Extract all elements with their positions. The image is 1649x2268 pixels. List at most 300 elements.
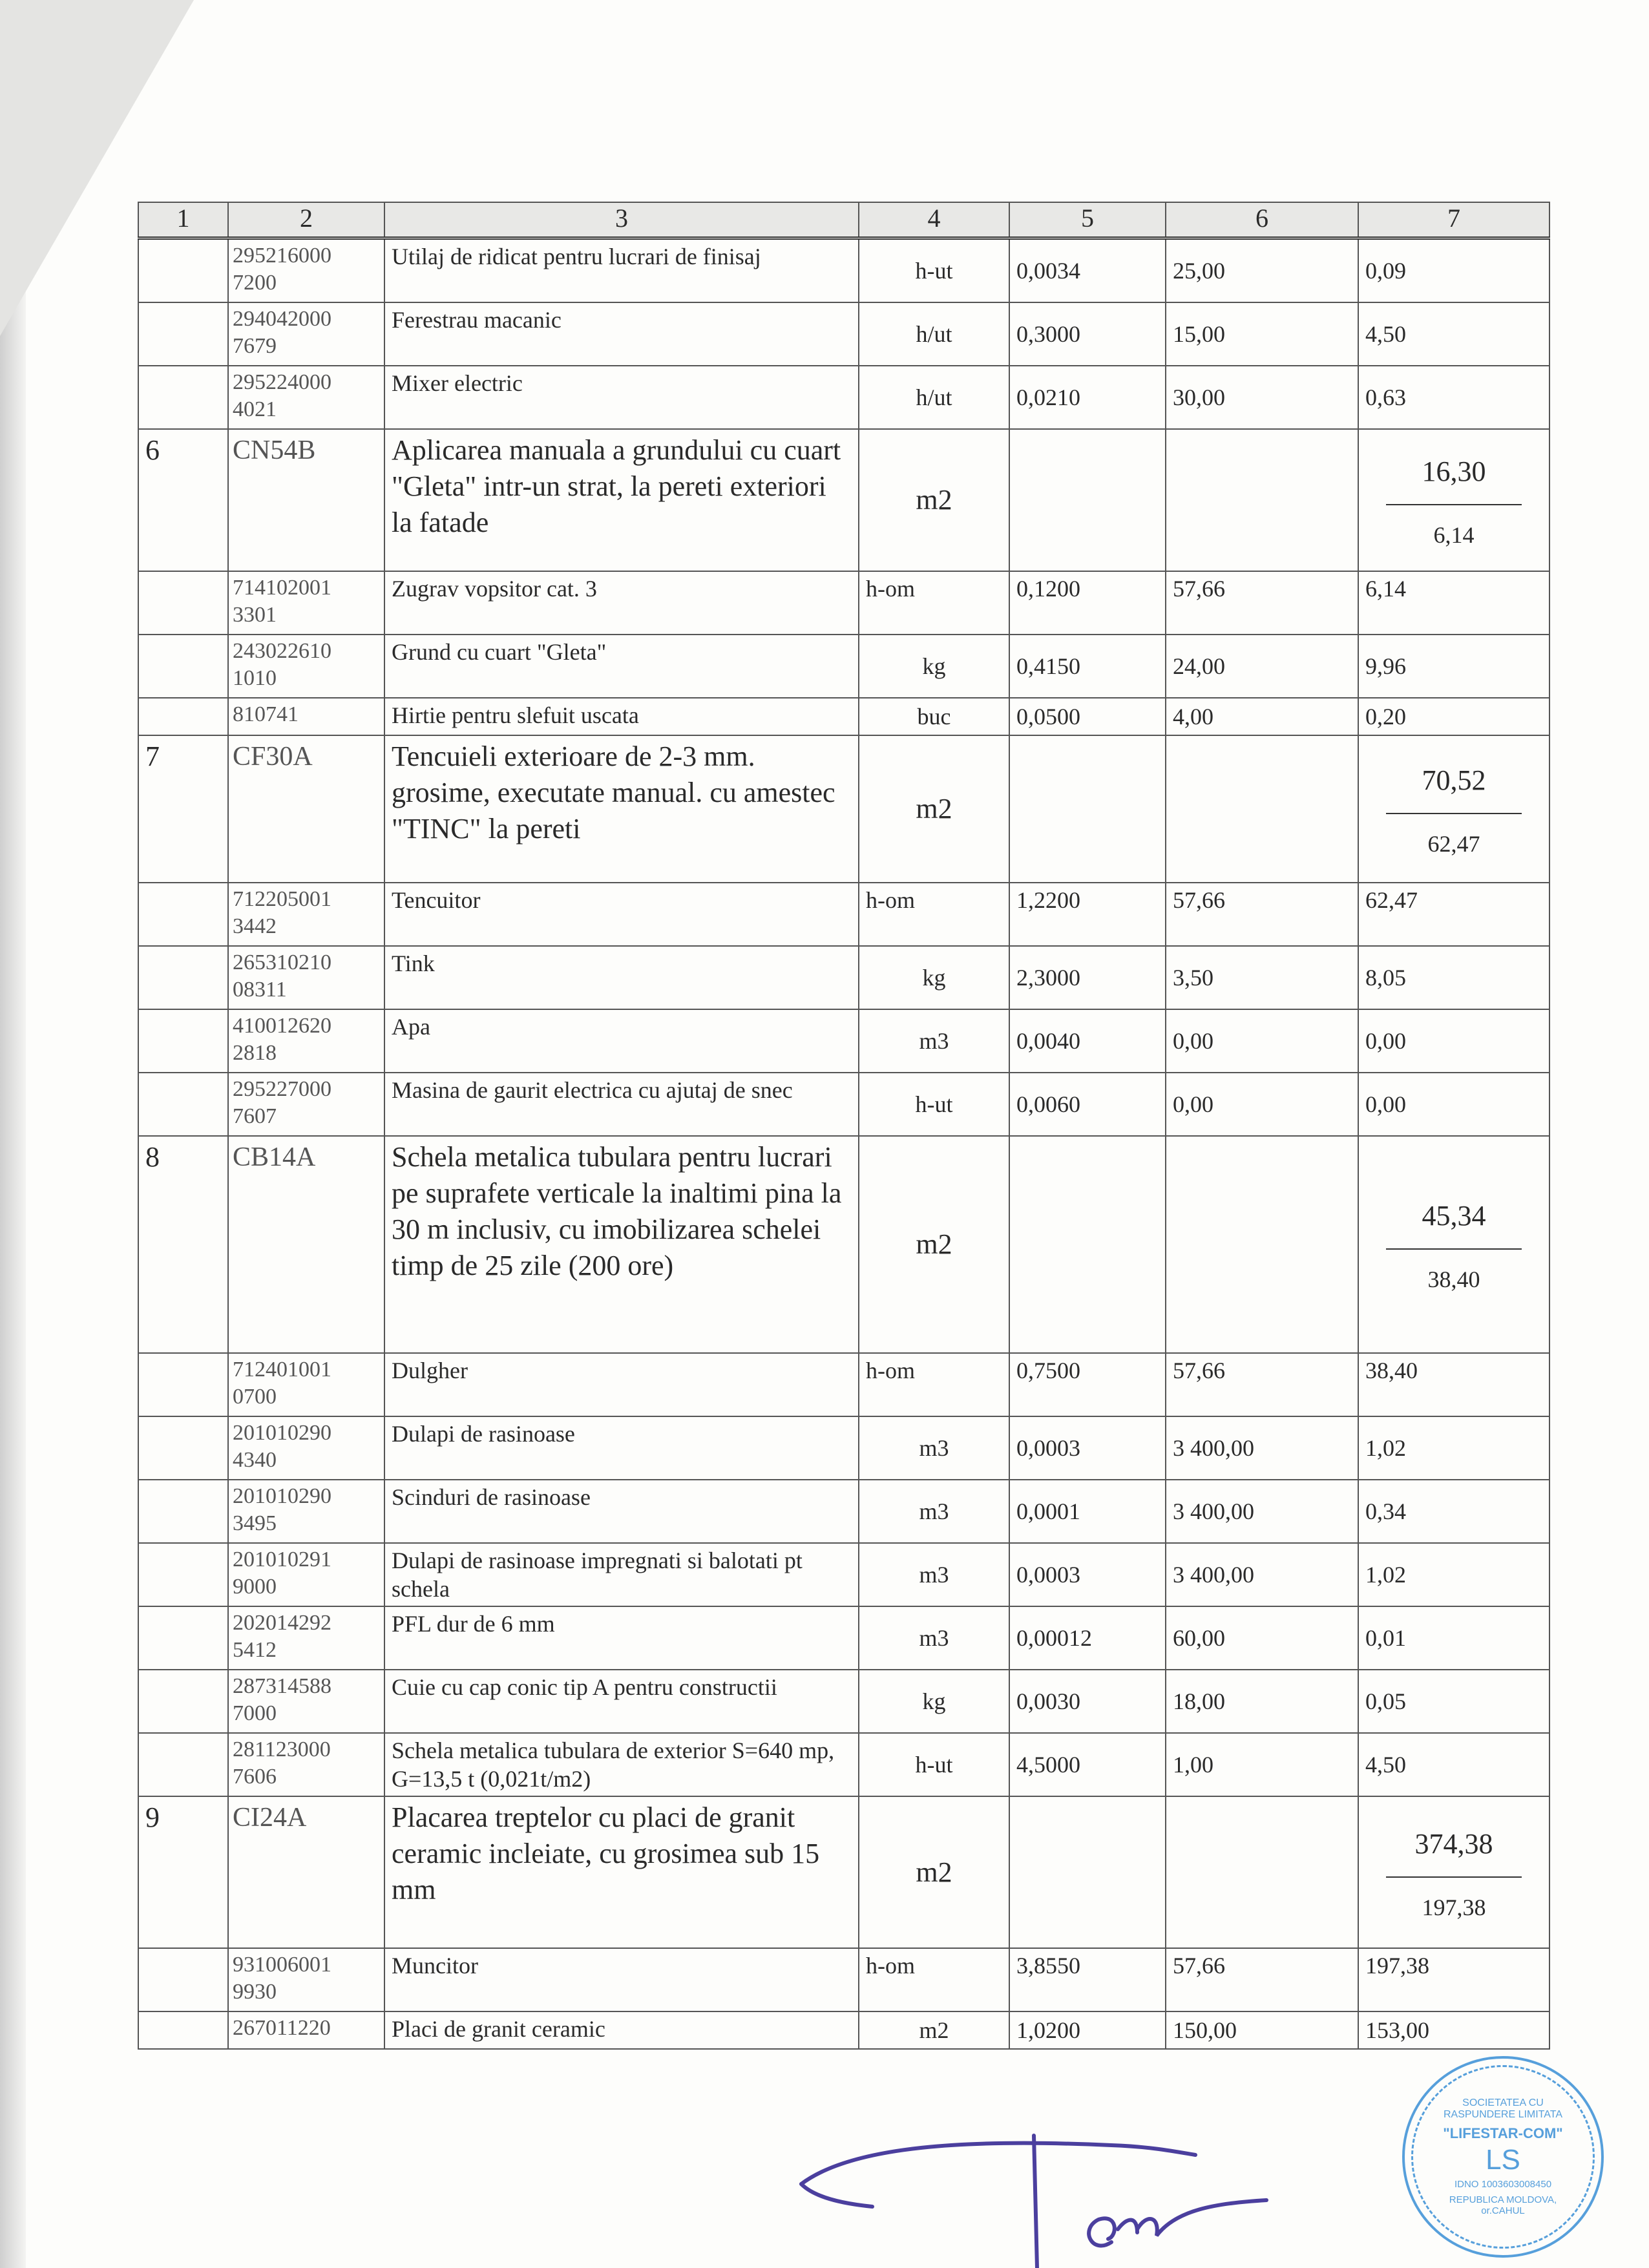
col-header: 3 xyxy=(384,202,859,238)
quantity-value: 3,8550 xyxy=(1016,1953,1080,1979)
resource-code xyxy=(228,1733,384,1796)
col-header: 2 xyxy=(228,202,384,238)
unit-price-value: 57,66 xyxy=(1173,1358,1225,1383)
quantity xyxy=(1009,1353,1166,1416)
norm-code-text: CF30A xyxy=(233,742,313,772)
unit-price xyxy=(1166,571,1358,635)
resource-code-line: 9930 xyxy=(233,1980,277,2004)
amount-value: 0,34 xyxy=(1365,1498,1406,1524)
resource-description xyxy=(384,1606,859,1670)
resource-code-line: 2818 xyxy=(233,1041,277,1065)
empty-cell xyxy=(138,946,228,1009)
quantity-value: 0,0001 xyxy=(1016,1498,1080,1524)
empty-cell xyxy=(138,635,228,698)
unit-price xyxy=(1166,1480,1358,1543)
quantity-value: 0,0210 xyxy=(1016,384,1080,410)
unit xyxy=(859,2011,1009,2049)
col-header: 5 xyxy=(1009,202,1166,238)
empty-cell xyxy=(138,1353,228,1416)
unit-price-value: 0,00 xyxy=(1173,1091,1213,1117)
amount xyxy=(1358,1670,1549,1733)
unit-price-value: 60,00 xyxy=(1173,1625,1225,1651)
resource-code-line: 7679 xyxy=(233,334,277,358)
unit-price-value: 25,00 xyxy=(1173,258,1225,284)
handwritten-signature xyxy=(775,2106,1357,2268)
resource-code-line: 08311 xyxy=(233,978,287,1002)
estimate-table xyxy=(138,202,1550,2050)
quantity xyxy=(1009,1606,1166,1670)
resource-description xyxy=(384,1670,859,1733)
amount-value: 4,50 xyxy=(1365,1752,1406,1778)
quantity xyxy=(1009,698,1166,735)
stamp-company-name: "LIFESTAR-COM" xyxy=(1443,2125,1563,2141)
amount xyxy=(1358,1733,1549,1796)
unit-text: kg xyxy=(922,965,946,991)
unit-price xyxy=(1166,1948,1358,2011)
unit xyxy=(859,302,1009,366)
empty-cell xyxy=(138,1733,228,1796)
unit-text: kg xyxy=(922,653,946,679)
unit xyxy=(859,1670,1009,1733)
resource-code xyxy=(228,1670,384,1733)
quantity-value: 0,4150 xyxy=(1016,653,1080,679)
unit-text: kg xyxy=(922,1688,946,1714)
resource-code-line: 295216000 xyxy=(233,244,331,268)
amount xyxy=(1358,302,1549,366)
col-header: 4 xyxy=(859,202,1009,238)
column-number-header xyxy=(138,202,1549,238)
unit-price-value: 57,66 xyxy=(1173,887,1225,913)
quantity xyxy=(1009,635,1166,698)
empty-cell xyxy=(1166,429,1358,571)
resource-row xyxy=(138,1480,1549,1543)
resource-code-line: 712401001 xyxy=(233,1358,331,1381)
unit-price xyxy=(1166,1733,1358,1796)
norm-code xyxy=(228,1136,384,1353)
resource-row xyxy=(138,1009,1549,1073)
resource-row xyxy=(138,1733,1549,1796)
work-description xyxy=(384,429,859,571)
unit-price-value: 15,00 xyxy=(1173,321,1225,347)
unit-text: m2 xyxy=(919,2017,949,2043)
empty-cell xyxy=(1009,1796,1166,1948)
unit-text: h/ut xyxy=(916,384,952,410)
empty-cell xyxy=(138,1606,228,1670)
item-number xyxy=(138,1136,228,1353)
resource-row xyxy=(138,1543,1549,1606)
resource-code xyxy=(228,1948,384,2011)
work-description xyxy=(384,735,859,883)
resource-code-line: 265310210 xyxy=(233,950,331,974)
resource-description-text: Ferestrau macanic xyxy=(392,307,562,333)
unit xyxy=(859,698,1009,735)
unit-text: m3 xyxy=(919,1028,949,1054)
resource-description-text: Dulgher xyxy=(392,1358,468,1383)
unit-price xyxy=(1166,1670,1358,1733)
fraction-line xyxy=(1386,1248,1522,1250)
resource-code-line: 7606 xyxy=(233,1765,277,1789)
stamp-ring-text: SOCIETATEA CU RASPUNDERE LIMITATA xyxy=(1443,2097,1563,2121)
unit xyxy=(859,1796,1009,1948)
resource-row xyxy=(138,1073,1549,1136)
resource-description xyxy=(384,1416,859,1480)
amount-value: 0,00 xyxy=(1365,1091,1406,1117)
resource-code-line: 281123000 xyxy=(233,1738,331,1761)
empty-cell xyxy=(1166,735,1358,883)
unit xyxy=(859,883,1009,946)
unit-text: buc xyxy=(917,704,951,730)
unit-text: h-om xyxy=(866,1953,915,1979)
resource-description xyxy=(384,1009,859,1073)
quantity-value: 0,0003 xyxy=(1016,1435,1080,1461)
resource-code xyxy=(228,1543,384,1606)
resource-row xyxy=(138,571,1549,635)
resource-description xyxy=(384,883,859,946)
resource-code xyxy=(228,635,384,698)
amount-value: 62,47 xyxy=(1365,887,1418,913)
quantity-value: 1,0200 xyxy=(1016,2017,1080,2043)
unit xyxy=(859,946,1009,1009)
resource-row xyxy=(138,635,1549,698)
resource-description-text: Scinduri de rasinoase xyxy=(392,1484,591,1510)
resource-code-line: 7607 xyxy=(233,1104,277,1128)
resource-description xyxy=(384,698,859,735)
item-number-text: 9 xyxy=(145,1801,160,1833)
quantity-value: 0,1200 xyxy=(1016,576,1080,602)
unit-price-value: 3 400,00 xyxy=(1173,1498,1254,1524)
resource-row xyxy=(138,1948,1549,2011)
resource-description-text: Dulapi de rasinoase xyxy=(392,1421,575,1447)
unit-price-value: 0,00 xyxy=(1173,1028,1213,1054)
quantity xyxy=(1009,302,1166,366)
empty-cell xyxy=(138,1543,228,1606)
amount xyxy=(1358,883,1549,946)
amount-value: 0,00 xyxy=(1365,1028,1406,1054)
stamp-logo-mark: LS xyxy=(1486,2143,1520,2176)
resource-code-line: 712205001 xyxy=(233,887,331,911)
resource-row xyxy=(138,238,1549,303)
quantity-value: 0,7500 xyxy=(1016,1358,1080,1383)
resource-description xyxy=(384,1733,859,1796)
quantity xyxy=(1009,1073,1166,1136)
empty-cell xyxy=(138,1480,228,1543)
quantity-value: 0,0040 xyxy=(1016,1028,1080,1054)
unit xyxy=(859,429,1009,571)
amount xyxy=(1358,635,1549,698)
total-cost xyxy=(1358,429,1549,571)
resource-description xyxy=(384,1480,859,1543)
amount xyxy=(1358,1416,1549,1480)
resource-code-line: 810741 xyxy=(233,702,299,726)
quantity xyxy=(1009,1733,1166,1796)
empty-cell xyxy=(1009,735,1166,883)
total-value: 374,38 xyxy=(1414,1827,1493,1860)
amount xyxy=(1358,366,1549,429)
resource-description-text: Zugrav vopsitor cat. 3 xyxy=(392,576,597,602)
resource-code-line: 4021 xyxy=(233,397,277,421)
unit-price xyxy=(1166,366,1358,429)
resource-code-line: 0700 xyxy=(233,1385,277,1409)
resource-description xyxy=(384,571,859,635)
work-item-row xyxy=(138,1796,1549,1948)
resource-row xyxy=(138,2011,1549,2049)
quantity xyxy=(1009,238,1166,303)
resource-row xyxy=(138,1416,1549,1480)
quantity xyxy=(1009,1670,1166,1733)
resource-description-text: Cuie cu cap conic tip A pentru constructii xyxy=(392,1674,777,1700)
unit-text: h/ut xyxy=(916,321,952,347)
unit xyxy=(859,366,1009,429)
unit-price-value: 1,00 xyxy=(1173,1752,1213,1778)
quantity xyxy=(1009,366,1166,429)
resource-row xyxy=(138,1353,1549,1416)
item-number xyxy=(138,735,228,883)
unit-price-value: 57,66 xyxy=(1173,576,1225,602)
fraction-line xyxy=(1386,504,1522,505)
unit xyxy=(859,1073,1009,1136)
empty-cell xyxy=(138,302,228,366)
resource-code-line: 201010290 xyxy=(233,1421,331,1445)
work-description-text: Schela metalica tubulara pentru lucrari pe suprafete verticale la inaltimi pina la 30 m inclusiv, cu imobilizarea schelei timp de 25 zile (200 ore) xyxy=(392,1141,842,1281)
unit-text: h-om xyxy=(866,1358,915,1383)
unit-text: m3 xyxy=(919,1562,949,1588)
unit xyxy=(859,1353,1009,1416)
unit-text: m3 xyxy=(919,1498,949,1524)
resource-row xyxy=(138,1606,1549,1670)
resource-code-line: 3301 xyxy=(233,603,277,627)
norm-code xyxy=(228,735,384,883)
empty-cell xyxy=(138,1670,228,1733)
resource-code xyxy=(228,2011,384,2049)
total-value: 16,30 xyxy=(1422,456,1486,487)
resource-description-text: Hirtie pentru slefuit uscata xyxy=(392,702,639,728)
amount-value: 4,50 xyxy=(1365,321,1406,347)
unit-price-value: 24,00 xyxy=(1173,653,1225,679)
resource-description xyxy=(384,1353,859,1416)
work-description-text: Aplicarea manuala a grundului cu cuart "Gleta" intr-un strat, la pereti exteriori la fatade xyxy=(392,434,841,538)
fraction-line xyxy=(1386,813,1522,814)
quantity-value: 0,00012 xyxy=(1016,1625,1092,1651)
amount-value: 1,02 xyxy=(1365,1562,1406,1588)
work-description-text: Tencuieli exterioare de 2-3 mm. grosime, executate manual. cu amestec "TINC" la pereti xyxy=(392,740,835,845)
unit-text: m3 xyxy=(919,1625,949,1651)
resource-description-text: Utilaj de ridicat pentru lucrari de finisaj xyxy=(392,244,761,269)
resource-row xyxy=(138,302,1549,366)
unit xyxy=(859,1606,1009,1670)
empty-cell xyxy=(1166,1796,1358,1948)
quantity-value: 0,3000 xyxy=(1016,321,1080,347)
empty-cell xyxy=(138,1948,228,2011)
work-item-row xyxy=(138,429,1549,571)
item-number xyxy=(138,429,228,571)
resource-description-text: Tencuitor xyxy=(392,887,481,913)
empty-cell xyxy=(138,698,228,735)
amount xyxy=(1358,698,1549,735)
stamp-bottom-text: REPUBLICA MOLDOVA, or.CAHUL xyxy=(1449,2194,1557,2216)
unit-price-value: 3 400,00 xyxy=(1173,1562,1254,1588)
resource-description-text: PFL dur de 6 mm xyxy=(392,1611,555,1637)
empty-cell xyxy=(138,366,228,429)
amount xyxy=(1358,2011,1549,2049)
amount-value: 153,00 xyxy=(1365,2017,1429,2043)
unit-text: h-om xyxy=(866,887,915,913)
item-number-text: 8 xyxy=(145,1141,160,1173)
labor-cost-value: 62,47 xyxy=(1427,831,1480,857)
resource-code-line: 9000 xyxy=(233,1575,277,1599)
resource-description xyxy=(384,2011,859,2049)
resource-row xyxy=(138,883,1549,946)
amount xyxy=(1358,1073,1549,1136)
unit xyxy=(859,571,1009,635)
empty-cell xyxy=(138,1009,228,1073)
quantity xyxy=(1009,2011,1166,2049)
resource-row xyxy=(138,366,1549,429)
quantity xyxy=(1009,1416,1166,1480)
quantity-value: 4,5000 xyxy=(1016,1752,1080,1778)
resource-description xyxy=(384,302,859,366)
resource-code xyxy=(228,238,384,303)
scan-edge-shadow xyxy=(0,0,26,2268)
quantity xyxy=(1009,883,1166,946)
resource-description xyxy=(384,946,859,1009)
unit xyxy=(859,1416,1009,1480)
norm-code-text: CN54B xyxy=(233,436,316,465)
amount xyxy=(1358,238,1549,303)
quantity xyxy=(1009,1480,1166,1543)
resource-code-line: 295224000 xyxy=(233,370,331,394)
amount xyxy=(1358,1009,1549,1073)
amount xyxy=(1358,1353,1549,1416)
col-header: 7 xyxy=(1358,202,1549,238)
resource-code-line: 7200 xyxy=(233,271,277,295)
resource-code xyxy=(228,1416,384,1480)
resource-code-line: 201010291 xyxy=(233,1548,331,1571)
total-cost xyxy=(1358,735,1549,883)
resource-code-line: 201010290 xyxy=(233,1484,331,1508)
resource-description-text: Placi de granit ceramic xyxy=(392,2016,605,2042)
resource-row xyxy=(138,1670,1549,1733)
resource-code-line: 287314588 xyxy=(233,1674,331,1698)
resource-code xyxy=(228,698,384,735)
work-item-row xyxy=(138,1136,1549,1353)
stamp-idno: IDNO 1003603008450 xyxy=(1454,2179,1552,2190)
amount-value: 38,40 xyxy=(1365,1358,1418,1383)
amount xyxy=(1358,571,1549,635)
resource-description xyxy=(384,1073,859,1136)
resource-description-text: Muncitor xyxy=(392,1953,478,1979)
unit-price xyxy=(1166,1073,1358,1136)
unit-text: h-ut xyxy=(915,1091,953,1117)
resource-code-line: 267011220 xyxy=(233,2016,331,2040)
amount-value: 197,38 xyxy=(1365,1953,1429,1979)
amount-value: 0,63 xyxy=(1365,384,1406,410)
unit xyxy=(859,1480,1009,1543)
empty-cell xyxy=(1009,1136,1166,1353)
resource-code xyxy=(228,1009,384,1073)
resource-code-line: 295227000 xyxy=(233,1077,331,1101)
unit-text: m3 xyxy=(919,1435,949,1461)
quantity-value: 1,2200 xyxy=(1016,887,1080,913)
resource-code-line: 714102001 xyxy=(233,576,331,600)
unit xyxy=(859,1543,1009,1606)
unit-text: m2 xyxy=(916,793,952,824)
quantity-value: 0,0060 xyxy=(1016,1091,1080,1117)
unit-text: h-om xyxy=(866,576,915,602)
labor-cost-value: 197,38 xyxy=(1422,1894,1486,1920)
resource-description xyxy=(384,238,859,303)
empty-cell xyxy=(1166,1136,1358,1353)
amount-value: 0,01 xyxy=(1365,1625,1406,1651)
resource-code xyxy=(228,1480,384,1543)
resource-description xyxy=(384,1543,859,1606)
unit-price-value: 57,66 xyxy=(1173,1953,1225,1979)
resource-code xyxy=(228,1606,384,1670)
amount xyxy=(1358,1543,1549,1606)
quantity xyxy=(1009,1009,1166,1073)
resource-code xyxy=(228,1353,384,1416)
unit-price-value: 3,50 xyxy=(1173,965,1213,991)
resource-code-line: 243022610 xyxy=(233,639,331,663)
resource-code-line: 1010 xyxy=(233,666,277,690)
unit-price-value: 3 400,00 xyxy=(1173,1435,1254,1461)
empty-cell xyxy=(1009,429,1166,571)
empty-cell xyxy=(138,571,228,635)
labor-cost-value: 38,40 xyxy=(1427,1266,1480,1292)
unit xyxy=(859,735,1009,883)
unit-price-value: 4,00 xyxy=(1173,704,1213,730)
unit-price xyxy=(1166,1606,1358,1670)
quantity xyxy=(1009,1543,1166,1606)
empty-cell xyxy=(138,883,228,946)
unit xyxy=(859,635,1009,698)
resource-code xyxy=(228,571,384,635)
unit-price xyxy=(1166,238,1358,303)
unit-price xyxy=(1166,1353,1358,1416)
resource-code-line: 7000 xyxy=(233,1701,277,1725)
empty-cell xyxy=(138,1416,228,1480)
resource-description xyxy=(384,635,859,698)
resource-code-line: 5412 xyxy=(233,1638,277,1662)
unit xyxy=(859,238,1009,303)
resource-description-text: Dulapi de rasinoase impregnati si balotati pt schela xyxy=(392,1548,803,1602)
unit-text: m2 xyxy=(916,1228,952,1260)
unit xyxy=(859,1136,1009,1353)
resource-description-text: Schela metalica tubulara de exterior S=640 mp, G=13,5 t (0,021t/m2) xyxy=(392,1738,835,1792)
resource-code xyxy=(228,1073,384,1136)
amount-value: 0,05 xyxy=(1365,1688,1406,1714)
unit-price-value: 18,00 xyxy=(1173,1688,1225,1714)
unit xyxy=(859,1733,1009,1796)
amount-value: 1,02 xyxy=(1365,1435,1406,1461)
col-header: 6 xyxy=(1166,202,1358,238)
resource-code xyxy=(228,946,384,1009)
resource-description-text: Masina de gaurit electrica cu ajutaj de snec xyxy=(392,1077,793,1103)
quantity xyxy=(1009,946,1166,1009)
work-description xyxy=(384,1796,859,1948)
quantity-value: 2,3000 xyxy=(1016,965,1080,991)
item-number xyxy=(138,1796,228,1948)
resource-description-text: Tink xyxy=(392,950,435,976)
norm-code xyxy=(228,429,384,571)
resource-code-line: 3495 xyxy=(233,1511,277,1535)
resource-code-line: 410012620 xyxy=(233,1014,331,1038)
quantity-value: 0,0500 xyxy=(1016,704,1080,730)
unit-price xyxy=(1166,698,1358,735)
resource-description-text: Grund cu cuart "Gleta" xyxy=(392,639,607,665)
quantity-value: 0,0003 xyxy=(1016,1562,1080,1588)
unit-text: h-ut xyxy=(915,1752,953,1778)
quantity xyxy=(1009,571,1166,635)
